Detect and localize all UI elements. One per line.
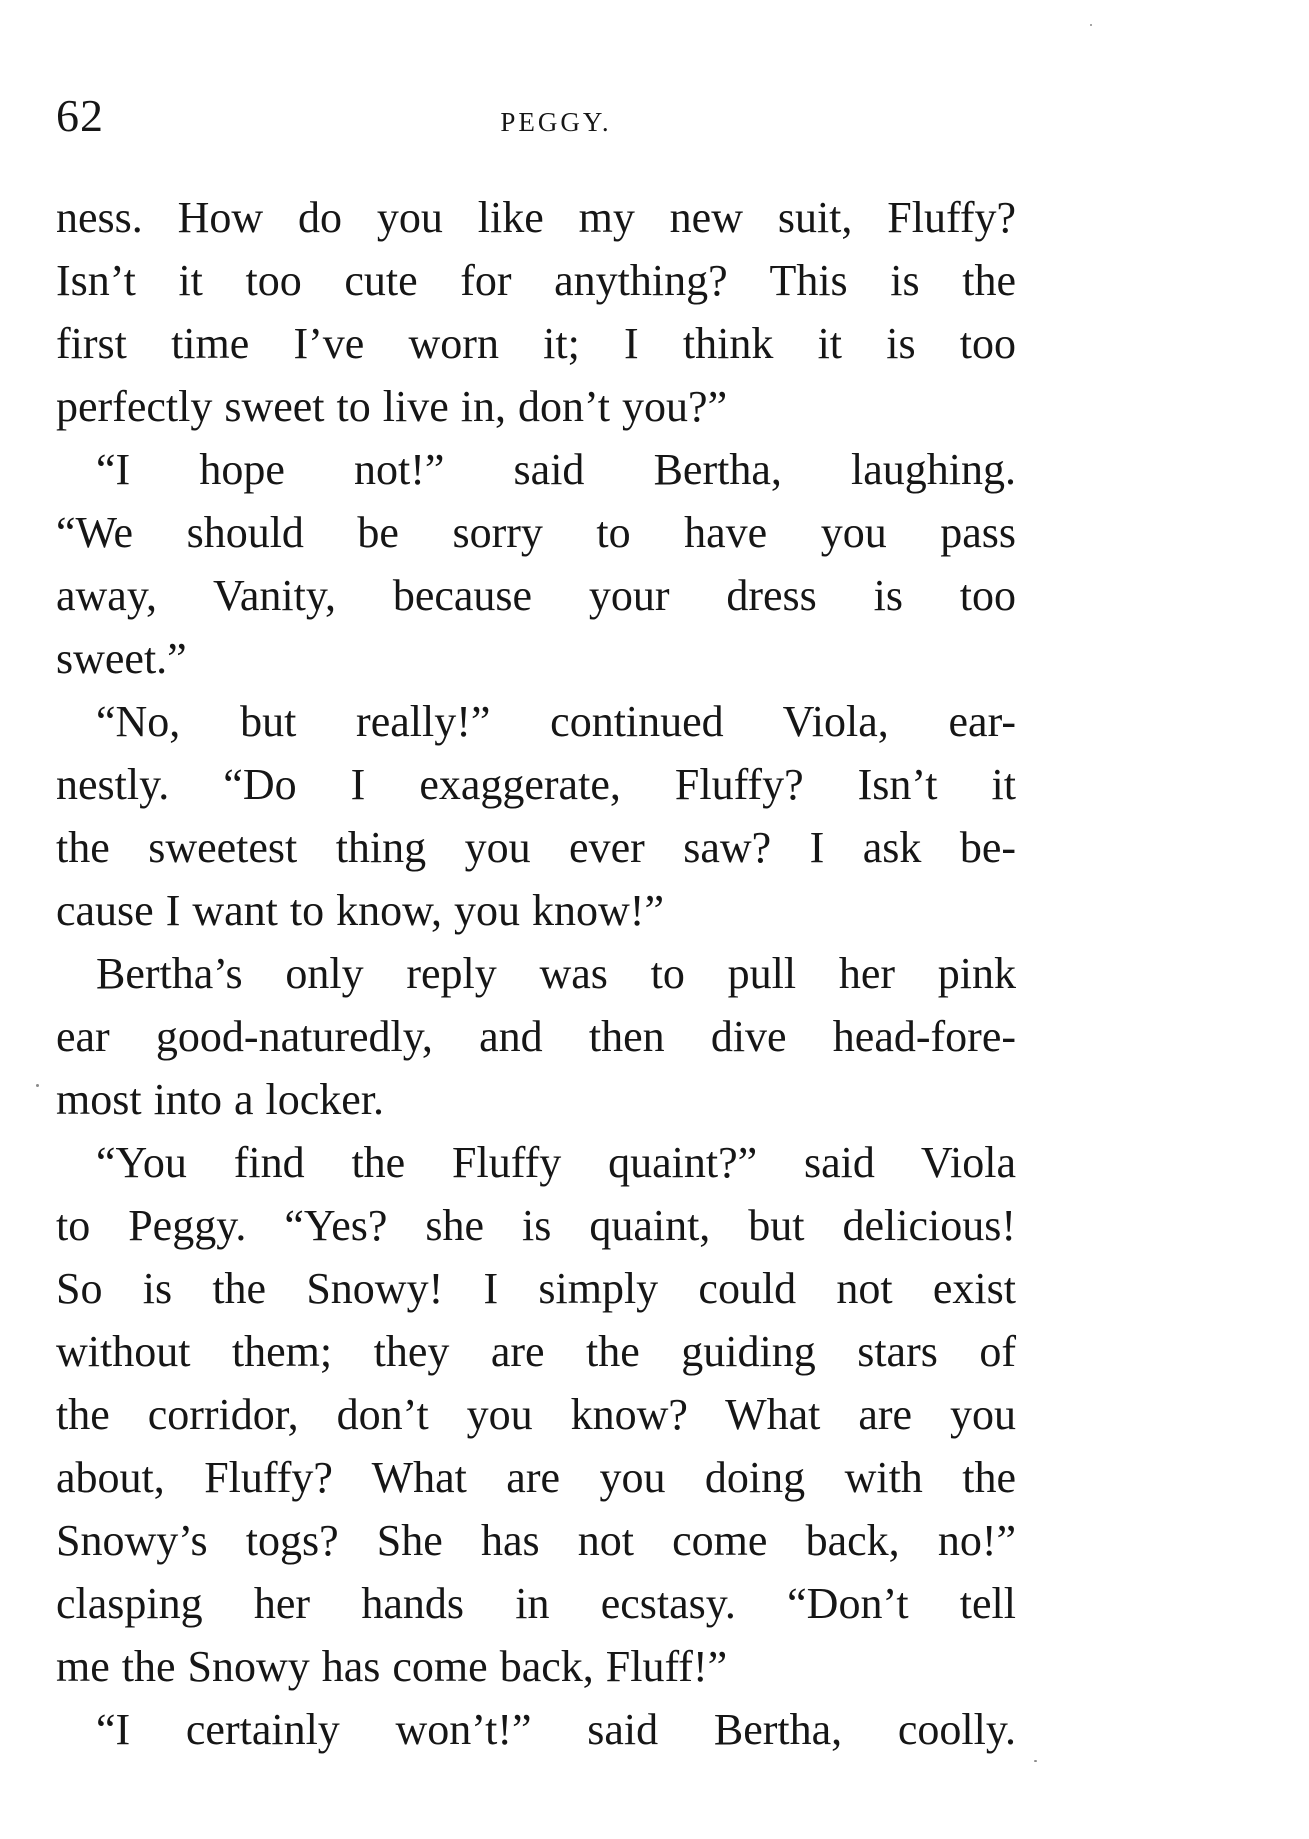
page-header [56,86,1016,146]
text-line: “I certainly won’t!” said Bertha, coolly. [96,1705,1016,1754]
text-line: So is the Snowy! I simply could not exist [56,1264,1016,1313]
text-line: Isn’t it too cute for anything? This is the [56,256,1016,305]
text-line: to Peggy. “Yes? she is quaint, but delicious! [56,1201,1016,1250]
scan-speck [1034,1760,1037,1762]
text-line: perfectly sweet to live in, don’t you?” [56,382,728,431]
text-line: “I hope not!” said Bertha, laughing. [96,445,1016,494]
text-line: the corridor, don’t you know? What are you [56,1390,1016,1439]
scan-speck [36,1084,39,1087]
scan-speck [1090,24,1092,26]
text-line: about, Fluffy? What are you doing with the [56,1453,1016,1502]
text-line: “No, but really!” continued Viola, ear- [96,697,1016,746]
text-line: away, Vanity, because your dress is too [56,571,1016,620]
text-line: “You find the Fluffy quaint?” said Viola [96,1138,1016,1187]
text-line: ear good-naturedly, and then dive head-fore- [56,1012,1016,1061]
text-line: most into a locker. [56,1075,385,1124]
running-head: PEGGY. [500,107,612,137]
text-line: Bertha’s only reply was to pull her pink [96,949,1016,998]
text-line: nestly. “Do I exaggerate, Fluffy? Isn’t it [56,760,1016,809]
text-line: the sweetest thing you ever saw? I ask be- [56,823,1016,872]
text-line: Snowy’s togs? She has not come back, no!” [56,1516,1016,1565]
text-line: ness. How do you like my new suit, Fluffy? [56,193,1016,242]
text-line: clasping her hands in ecstasy. “Don’t tell [56,1579,1016,1628]
text-line: first time I’ve worn it; I think it is too [56,319,1016,368]
page-number: 62 [56,90,104,141]
text-line: me the Snowy has come back, Fluff!” [56,1642,728,1691]
body-text [56,186,1016,1761]
text-line: sweet.” [56,634,187,683]
text-line: cause I want to know, you know!” [56,886,664,935]
text-line: without them; they are the guiding stars of [56,1327,1016,1376]
text-line: “We should be sorry to have you pass [56,508,1016,557]
